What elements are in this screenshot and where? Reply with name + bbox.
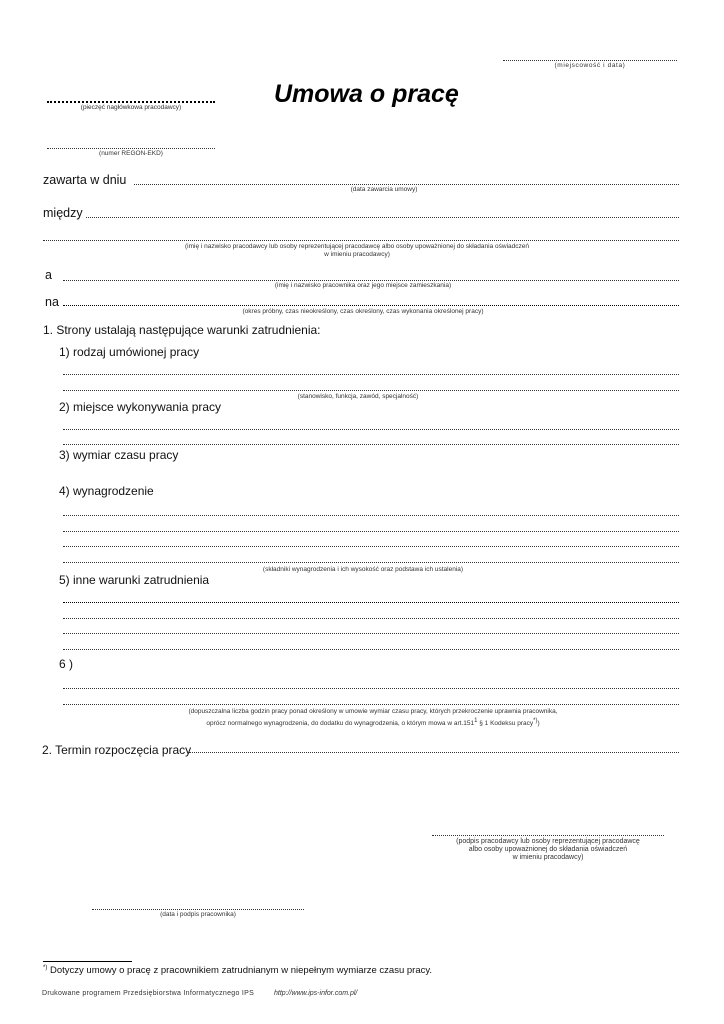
contract-type-caption: (okres próbny, czas nieokreślony, czas określony, czas wykonania określonej pracy): [242, 308, 484, 315]
salary-caption: (składniki wynagrodzenia i ich wysokość oraz podstawa ich ustalenia): [262, 566, 464, 573]
work-type-label: 1) rodzaj umówionej pracy: [59, 345, 200, 359]
employee-signature-caption: (data i podpis pracownika): [160, 911, 236, 918]
salary-line-3[interactable]: [63, 546, 679, 547]
item-6-caption-sup1: 1: [474, 718, 478, 724]
salary-line-4[interactable]: [63, 562, 679, 563]
item-6-caption-2b: § 1 Kodeksu pracy: [477, 720, 534, 728]
work-place-line-2[interactable]: [63, 444, 679, 445]
other-conditions-line-3[interactable]: [63, 633, 679, 634]
footer-url[interactable]: http://www.ips-infor.com.pl/: [274, 990, 358, 997]
employee-line[interactable]: [63, 280, 679, 281]
item-6-label: 6 ): [59, 657, 74, 671]
salary-line-1[interactable]: [63, 515, 679, 516]
employer-stamp-caption: (pieczęć nagłówkowa pracodawcy): [80, 104, 182, 111]
concluded-date-line[interactable]: [134, 184, 679, 185]
item-6-caption-1: (dopuszczalna liczba godzin pracy ponad określony w umowie wymiar czasu pracy, których przekroczenie uprawnia pracownika,: [188, 708, 558, 715]
work-place-line-1[interactable]: [63, 429, 679, 430]
footnote-mark: *): [43, 965, 48, 971]
employee-caption: (imię i nazwisko pracownika oraz jego miejsce zamieszkania): [274, 282, 452, 289]
concluded-label: zawarta w dniu: [43, 173, 127, 187]
and-label: a: [45, 268, 52, 282]
work-place-label: 2) miejsce wykonywania pracy: [59, 400, 222, 414]
concluded-date-caption: (data zawarcia umowy): [350, 186, 418, 193]
other-conditions-line-4[interactable]: [63, 649, 679, 650]
salary-label: 4) wynagrodzenie: [59, 484, 154, 498]
employer-stamp-line[interactable]: [47, 101, 215, 103]
employer-signature-line[interactable]: [432, 835, 664, 836]
between-label: między: [43, 206, 83, 220]
other-conditions-line-2[interactable]: [63, 618, 679, 619]
footnote: [43, 965, 432, 976]
other-conditions-label: 5) inne warunki zatrudnienia: [59, 573, 210, 587]
document-title: Umowa o pracę: [274, 80, 459, 108]
employer-line-1[interactable]: [86, 217, 679, 218]
employee-signature-line[interactable]: [92, 909, 304, 910]
item-6-caption-2: [63, 717, 683, 728]
employer-signature-caption-2: albo osoby upoważnionej do składania oświadczeń: [468, 846, 628, 853]
printed-by: Drukowane programem Przedsiębiorstwa Informatycznego IPS: [42, 990, 255, 997]
section-2-heading: 2. Termin rozpoczęcia pracy: [42, 743, 192, 757]
item-6-line-2[interactable]: [63, 704, 679, 705]
place-date-line[interactable]: [503, 60, 677, 61]
work-type-line-1[interactable]: [63, 374, 679, 375]
section-1-heading: 1. Strony ustalają następujące warunki zatrudnienia:: [43, 323, 321, 337]
working-time-label: 3) wymiar czasu pracy: [59, 448, 179, 462]
work-type-line-2[interactable]: [63, 390, 679, 391]
employer-caption-2: w imieniu pracodawcy): [324, 251, 390, 258]
employer-caption-1: (imię i nazwisko pracodawcy lub osoby reprezentującej pracodawcę albo osoby upoważnionej do składania oświadczeń: [185, 243, 529, 250]
employer-signature-caption-3: w imieniu pracodawcy): [512, 854, 584, 861]
contract-type-line[interactable]: [63, 305, 679, 306]
item-6-line-1[interactable]: [63, 688, 679, 689]
footnote-rule: [43, 961, 132, 962]
regon-line[interactable]: [47, 148, 215, 149]
employer-signature-caption-1: (podpis pracodawcy lub osoby reprezentującej pracodawcę: [456, 838, 640, 845]
item-6-caption-2c: ): [537, 720, 540, 728]
on-label: na: [45, 295, 59, 309]
other-conditions-line-1[interactable]: [63, 602, 679, 603]
employer-line-2[interactable]: [43, 240, 679, 241]
footnote-text: Dotyczy umowy o pracę z pracownikiem zatrudnianym w niepełnym wymiarze czasu pracy.: [49, 965, 433, 977]
item-6-caption-sup2: *): [533, 718, 538, 724]
regon-caption: (numer REGON-EKD): [99, 150, 163, 157]
work-type-caption: (stanowisko, funkcja, zawód, specjalność): [297, 393, 419, 400]
item-6-caption-2a: oprócz normalnego wynagrodzenia, do dodatku do wynagrodzenia, o którym mowa w art.151: [206, 720, 475, 728]
salary-line-2[interactable]: [63, 531, 679, 532]
place-date-caption: (miejscowość i data): [554, 62, 626, 69]
start-date-line[interactable]: [189, 752, 679, 753]
